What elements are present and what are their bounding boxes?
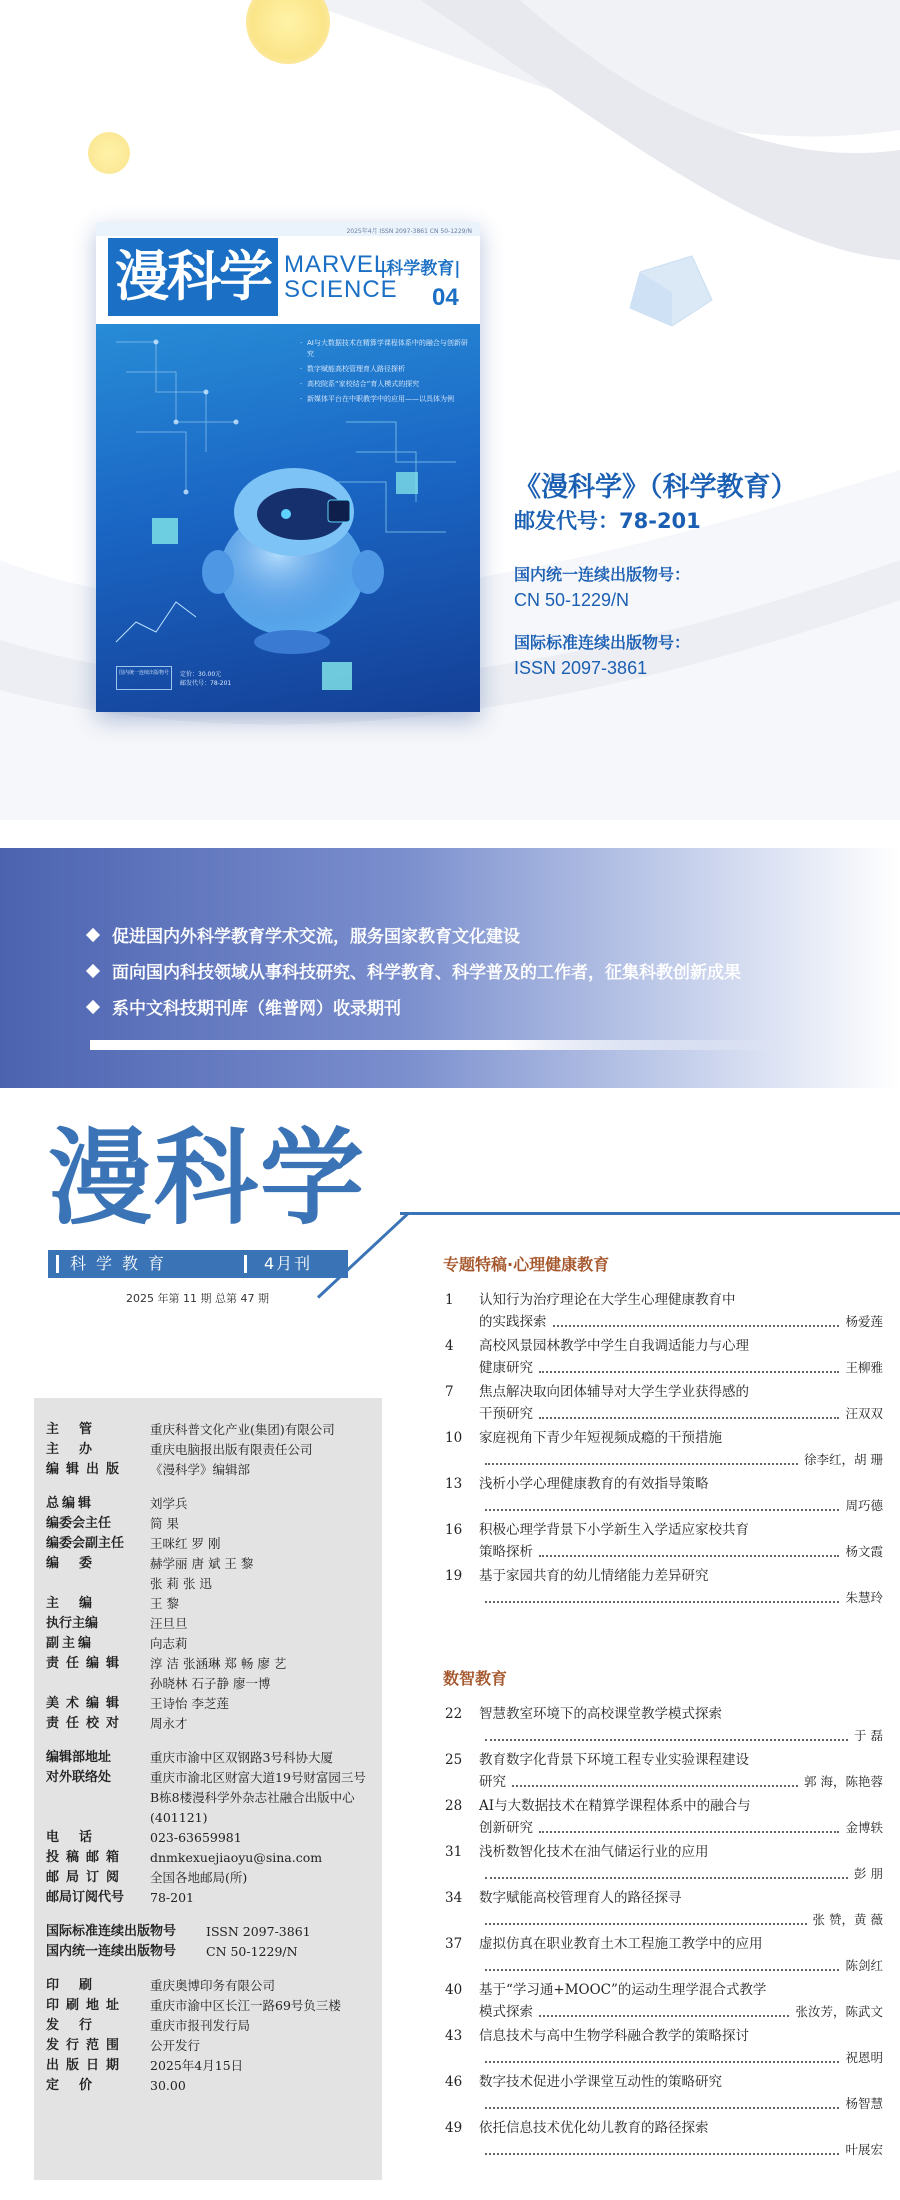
edition-month: 4月刊 [264, 1254, 313, 1273]
toc-author: 祝恩明 [845, 2050, 883, 2065]
toc-author: 徐李红，胡 珊 [804, 1452, 883, 1467]
masthead-label: 编辑出版 [46, 1462, 127, 1477]
bullet-item: 面向国内科技领域从事科技研究、科学教育、科学普及的工作者，征集科教创新成果 [88, 958, 741, 983]
masthead-label: 责任编辑 [46, 1656, 127, 1671]
masthead-label: 国际标准连续出版物号 [46, 1924, 177, 1939]
toc-entry[interactable] [443, 1795, 883, 1839]
feature-banner [0, 848, 900, 1088]
masthead-row [46, 1996, 382, 2016]
toc-section-psychology [443, 1252, 883, 1611]
masthead-row [46, 1534, 382, 1554]
masthead-label: 主管 [46, 1422, 113, 1437]
toc-article-title: 智慧教室环境下的高校课堂教学模式探索 [479, 1706, 722, 1722]
toc-leader [485, 2153, 839, 2155]
toc-entry[interactable] [443, 1473, 883, 1517]
masthead-row [46, 2076, 382, 2096]
toc-leader [485, 2107, 839, 2109]
toc-leader [512, 1785, 798, 1787]
toc-page-number: 31 [445, 1844, 463, 1860]
masthead-label: 邮局订阅 [46, 1870, 127, 1885]
toc-author: 张汝芳，陈武文 [795, 2004, 883, 2019]
cover-section [0, 0, 900, 820]
toc-article-title-cont: 模式探索 [479, 2004, 533, 2020]
toc-article-title: 基于“学习通+MOOC”的运动生理学混合式教学 [479, 1982, 767, 1998]
masthead-label: 定价 [46, 2078, 113, 2093]
toc-page-number: 34 [445, 1890, 463, 1906]
toc-article-title-cont: 研究 [479, 1774, 506, 1790]
masthead-row [46, 1420, 382, 1440]
publication-info [514, 470, 798, 682]
toc-author: 叶展宏 [845, 2142, 883, 2157]
toc-page-number: 49 [445, 2120, 463, 2136]
publication-title: 《漫科学》（科学教育） [514, 472, 798, 503]
masthead-value: 刘学兵 [150, 1496, 188, 1511]
toc-author: 郭 海，陈艳蓉 [804, 1774, 883, 1789]
masthead-value: 2025年4月15日 [150, 2058, 244, 2073]
masthead-label: 主办 [46, 1442, 113, 1457]
masthead-value: 30.00 [150, 2078, 186, 2093]
toc-leader [485, 1601, 839, 1603]
masthead-label: 编辑部地址 [46, 1750, 112, 1765]
masthead-value: 淳 洁 张涵琳 郑 畅 廖 艺 [150, 1656, 287, 1671]
toc-article-title-cont: 干预研究 [479, 1406, 533, 1422]
masthead-label [46, 1574, 150, 1594]
toc-author: 杨文霞 [845, 1544, 883, 1559]
masthead-value: 重庆市渝中区双钢路3号科协大厦 [150, 1750, 333, 1765]
toc-entry[interactable] [443, 1841, 883, 1885]
toc-article-title: 信息技术与高中生物学科融合教学的策略探讨 [479, 2028, 749, 2044]
masthead-label: 印刷地址 [46, 1998, 127, 2013]
masthead-row [46, 1674, 382, 1694]
toc-article-title: 高校风景园林教学中学生自我调适能力与心理 [479, 1338, 749, 1354]
toc-author: 陈剑红 [845, 1958, 883, 1973]
masthead-value: dnmkexuejiaoyu@sina.com [150, 1850, 323, 1865]
toc-author: 朱慧玲 [845, 1590, 883, 1605]
cover-foot-info: 定价：30.00元 邮发代号：78-201 [180, 671, 232, 687]
toc-page-number: 25 [445, 1752, 463, 1768]
toc-author: 汪双双 [845, 1406, 883, 1421]
toc-leader [485, 1969, 839, 1971]
toc-article-title: AI与大数据技术在精算学课程体系中的融合与 [479, 1798, 751, 1814]
toc-article-title-cont: 策略探析 [479, 1544, 533, 1560]
masthead-row [46, 1922, 382, 1942]
postal-code: 邮发代号：78-201 [514, 509, 701, 533]
masthead-value: 023-63659981 [150, 1830, 242, 1845]
bullet-item: 促进国内外科学教育学术交流，服务国家教育文化建设 [88, 922, 520, 947]
cover-topic: · 新媒体平台在中职教学中的应用——以具体为例 [300, 394, 474, 405]
masthead-row [46, 1574, 382, 1594]
toc-author: 杨爱莲 [845, 1314, 883, 1329]
diamond-icon [86, 928, 100, 942]
masthead-value: 重庆科普文化产业(集团)有限公司 [150, 1422, 335, 1437]
masthead-value: CN 50-1229/N [206, 1944, 298, 1959]
toc-article-title-cont: 创新研究 [479, 1820, 533, 1836]
masthead-value: 公开发行 [150, 2038, 201, 2053]
masthead-label: 副主编 [46, 1636, 95, 1651]
masthead-value: 王咪红 罗 刚 [150, 1536, 221, 1551]
toc-leader [539, 1555, 839, 1557]
toc-entry[interactable] [443, 1979, 883, 2023]
masthead-label: 出版日期 [46, 2058, 127, 2073]
masthead-value: 78-201 [150, 1890, 194, 1905]
masthead [34, 1398, 382, 2180]
toc-entry[interactable] [443, 1749, 883, 1793]
masthead-row [46, 1768, 382, 1828]
toc-article-title: 家庭视角下青少年短视频成瘾的干预措施 [479, 1430, 722, 1446]
issn-value: ISSN 2097-3861 [514, 658, 648, 678]
toc-heading: 数智教育 [443, 1669, 508, 1688]
toc-article-title-cont: 健康研究 [479, 1360, 533, 1376]
small-sun-decoration [88, 132, 130, 174]
masthead-row [46, 1748, 382, 1768]
toc-entry[interactable] [443, 1335, 883, 1379]
toc-article-title-cont: 的实践探索 [479, 1314, 547, 1330]
masthead-label: 发行范围 [46, 2038, 127, 2053]
toc-article-title: 依托信息技术优化幼儿教育的路径探索 [479, 2120, 709, 2136]
toc-author: 于 磊 [854, 1728, 883, 1743]
toc-page-number: 1 [445, 1292, 454, 1308]
magazine-cover [96, 222, 480, 712]
cover-topic: · 数字赋能高校管理育人路径探析 [300, 364, 474, 375]
masthead-value: 王 黎 [150, 1596, 179, 1611]
masthead-value: 向志莉 [150, 1636, 188, 1651]
toc-leader [539, 1371, 839, 1373]
cover-topic: · 高校院系“家校结合”育人模式的探究 [300, 379, 474, 390]
toc-entry[interactable] [443, 1933, 883, 1977]
toc-author: 金博轶 [845, 1820, 883, 1835]
masthead-value: 周永才 [150, 1716, 188, 1731]
toc-leader [485, 1923, 807, 1925]
masthead-label: 编委会主任 [46, 1516, 112, 1531]
issn-label: 国际标准连续出版物号： [514, 633, 691, 652]
cover-strip: 2025年4月 ISSN 2097-3861 CN 50-1229/N [96, 222, 480, 236]
masthead-label: 投稿邮箱 [46, 1850, 127, 1865]
toc-leader [539, 1417, 839, 1419]
toc-leader [485, 2061, 839, 2063]
diamond-icon [86, 964, 100, 978]
toc-entry[interactable] [443, 1519, 883, 1563]
masthead-label: 印刷 [46, 1978, 113, 1993]
toc-article-title: 虚拟仿真在职业教育土木工程施工教学中的应用 [479, 1936, 763, 1952]
masthead-value: 《漫科学》编辑部 [150, 1462, 251, 1477]
toc-page-number: 43 [445, 2028, 463, 2044]
toc-author: 张 赞，黄 薇 [812, 1912, 883, 1927]
toc-heading: 专题特稿·心理健康教育 [443, 1255, 610, 1274]
masthead-label: 邮局订阅代号 [46, 1890, 125, 1905]
masthead-row [46, 1494, 382, 1514]
masthead-value: 王诗怡 李芝莲 [150, 1696, 229, 1711]
masthead-value: 张 莉 张 迅 [150, 1576, 212, 1591]
toc-leader [485, 1509, 839, 1511]
masthead-row [46, 1440, 382, 1460]
toc-article-title: 浅析数智化技术在油气储运行业的应用 [479, 1844, 709, 1860]
masthead-value: 重庆市渝中区长江一路69号负三楼 [150, 1998, 341, 2013]
cover-subtitle: |科学教育| [380, 259, 461, 279]
toc-page-number: 10 [445, 1430, 463, 1446]
toc-page-number: 40 [445, 1982, 463, 1998]
masthead-row [46, 1828, 382, 1848]
toc-page-number: 46 [445, 2074, 463, 2090]
masthead-row [46, 1634, 382, 1654]
cover-topics [300, 338, 474, 409]
toc-article-title: 教育数字化背景下环境工程专业实验课程建设 [479, 1752, 749, 1768]
masthead-value: 重庆奥博印务有限公司 [150, 1978, 276, 1993]
masthead-value: 简 果 [150, 1516, 179, 1531]
masthead-value: 重庆电脑报出版有限责任公司 [150, 1442, 313, 1457]
masthead-label: 对外联络处 [46, 1770, 112, 1785]
toc-entry[interactable] [443, 1289, 883, 1333]
masthead-label: 编委会副主任 [46, 1536, 125, 1551]
masthead-value: 重庆市渝北区财富大道19号财富园三号B栋8楼漫科学外杂志社融合出版中心(401121) [150, 1770, 366, 1825]
toc-author: 王柳雅 [845, 1360, 883, 1375]
toc-page-number: 7 [445, 1384, 454, 1400]
toc-page-number: 16 [445, 1522, 463, 1538]
masthead-label: 执行主编 [46, 1616, 99, 1631]
masthead-row [46, 2036, 382, 2056]
masthead-row [46, 1848, 382, 1868]
masthead-label: 国内统一连续出版物号 [46, 1944, 177, 1959]
toc-article-title: 基于家园共育的幼儿情绪能力差异研究 [479, 1568, 709, 1584]
masthead-row [46, 1976, 382, 1996]
toc-leader [539, 1831, 839, 1833]
masthead-row [46, 2016, 382, 2036]
toc-article-title: 认知行为治疗理论在大学生心理健康教育中 [479, 1292, 736, 1308]
toc-article-title: 积极心理学背景下小学新生入学适应家校共育 [479, 1522, 749, 1538]
masthead-label: 电话 [46, 1830, 113, 1845]
toc-author: 彭 朋 [854, 1866, 883, 1881]
masthead-value: 汪旦旦 [150, 1616, 188, 1631]
masthead-row [46, 1714, 382, 1734]
masthead-row [46, 2056, 382, 2076]
toc-page-number: 13 [445, 1476, 463, 1492]
masthead-value: 重庆市报刊发行局 [150, 2018, 251, 2033]
cover-issue-number: 04 [432, 284, 459, 311]
toc-article-title: 浅析小学心理健康教育的有效指导策略 [479, 1476, 709, 1492]
toc-page-number: 22 [445, 1706, 463, 1722]
toc-entry[interactable] [443, 2025, 883, 2069]
toc-entry[interactable] [443, 1887, 883, 1931]
toc-page-number: 4 [445, 1338, 454, 1354]
toc-entry[interactable] [443, 1427, 883, 1471]
title-rule [400, 1212, 900, 1215]
masthead-value: ISSN 2097-3861 [206, 1924, 311, 1939]
volume-info: 2025 年第 11 期 总第 47 期 [126, 1292, 269, 1305]
contents-title: 漫科学 [48, 1117, 367, 1239]
masthead-row [46, 1594, 382, 1614]
cover-logo: 漫科学 [108, 238, 278, 316]
masthead-row [46, 1614, 382, 1634]
toc-article-title: 焦点解决取向团体辅导对大学生学业获得感的 [479, 1384, 749, 1400]
masthead-label: 编委 [46, 1556, 113, 1571]
masthead-row [46, 1514, 382, 1534]
toc-leader [485, 1739, 848, 1741]
toc-leader [485, 1877, 848, 1879]
masthead-label: 责任校对 [46, 1716, 127, 1731]
toc-section-digital [443, 1666, 883, 2163]
edition-label: 科学教育 [70, 1254, 175, 1273]
cn-value: CN 50-1229/N [514, 590, 630, 610]
edition-band [48, 1250, 348, 1278]
toc-entry[interactable] [443, 1565, 883, 1609]
diamond-icon [86, 1000, 100, 1014]
masthead-label: 主编 [46, 1596, 113, 1611]
masthead-label: 发行 [46, 2018, 113, 2033]
toc-page-number: 37 [445, 1936, 463, 1952]
masthead-row [46, 1942, 382, 1962]
toc-leader [553, 1325, 840, 1327]
bullet-item: 系中文科技期刊库（维普网）收录期刊 [88, 994, 401, 1019]
masthead-value: 全国各地邮局(所) [150, 1870, 248, 1885]
toc-page-number: 19 [445, 1568, 463, 1584]
toc-entry[interactable] [443, 2071, 883, 2115]
masthead-label [46, 1674, 150, 1694]
toc-page-number: 28 [445, 1798, 463, 1814]
toc-author: 周巧德 [845, 1498, 883, 1513]
masthead-value: 赫学丽 唐 斌 王 黎 [150, 1556, 254, 1571]
cover-foot-label: 国内统一连续出版物号 [116, 666, 172, 690]
toc-leader [485, 1463, 798, 1465]
toc-entry[interactable] [443, 1381, 883, 1425]
toc-article-title: 数字赋能高校管理育人的路径探寻 [479, 1890, 682, 1906]
toc-entry[interactable] [443, 1703, 883, 1747]
toc-author: 杨智慧 [845, 2096, 883, 2111]
masthead-label: 总编辑 [46, 1496, 95, 1511]
toc-entry[interactable] [443, 2117, 883, 2161]
cover-marvel-text: MARVEL SCIENCE [284, 251, 398, 303]
masthead-row [46, 1460, 382, 1480]
masthead-row [46, 1888, 382, 1908]
toc-article-title: 数字技术促进小学课堂互动性的策略研究 [479, 2074, 722, 2090]
banner-bar [90, 1040, 780, 1050]
cover-topic: · AI与大数据技术在精算学课程体系中的融合与创新研究 [300, 338, 474, 360]
masthead-row [46, 1654, 382, 1674]
cn-label: 国内统一连续出版物号： [514, 565, 691, 584]
masthead-row [46, 1868, 382, 1888]
masthead-label: 美术编辑 [46, 1696, 127, 1711]
masthead-row [46, 1694, 382, 1714]
toc-leader [539, 2015, 789, 2017]
masthead-row [46, 1554, 382, 1574]
masthead-value: 孙晓林 石子静 廖一博 [150, 1676, 271, 1691]
